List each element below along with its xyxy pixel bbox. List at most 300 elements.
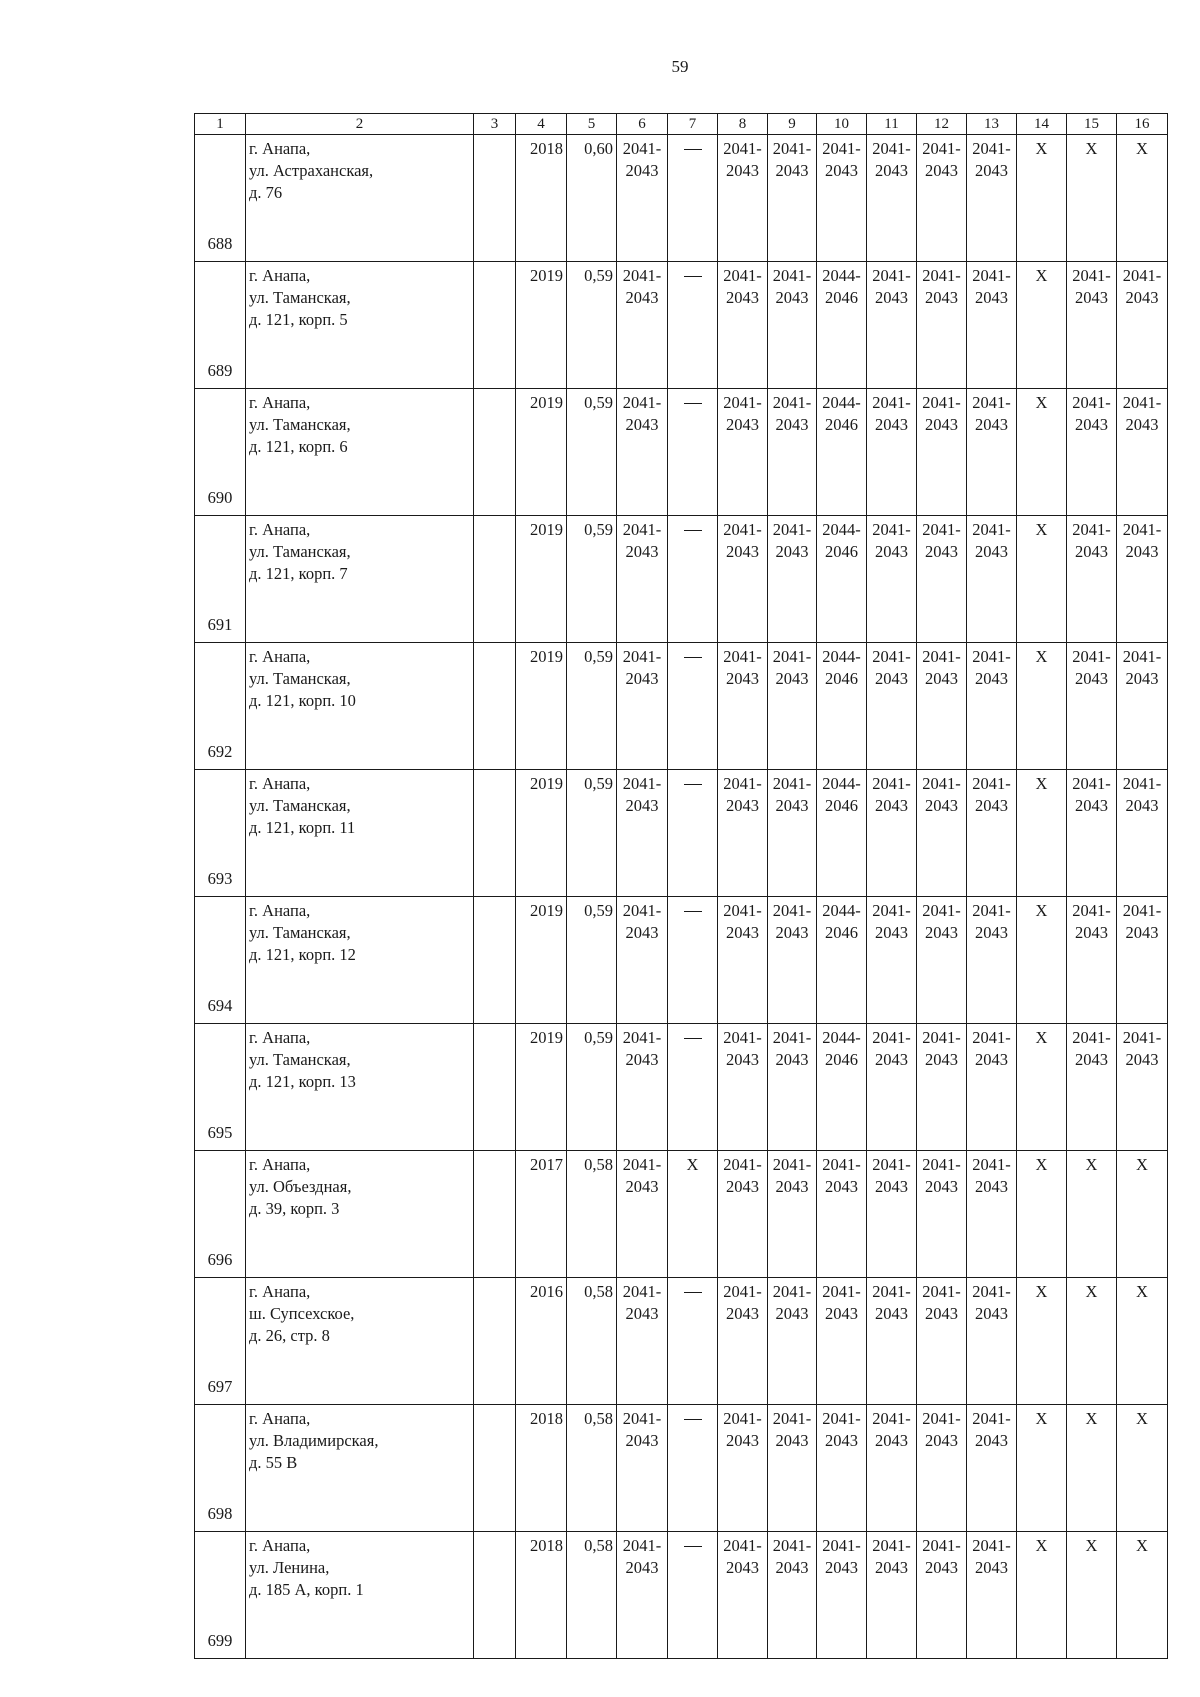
cell-line: 2041- [872,139,911,158]
table-row [195,1405,1168,1532]
cell-line: 2043 [975,288,1008,307]
cell-line: 2041- [972,901,1011,920]
period-cell-col-14 [1017,643,1067,770]
cell-line: 2041- [922,393,961,412]
cell-line: 2046 [825,796,858,815]
cell-line: 2041- [1072,1028,1111,1047]
dash-mark [684,1292,702,1293]
coefficient-cell: 0,59 [567,897,617,1024]
row-number-cell: 696 [195,1151,246,1278]
cell-line: 2043 [925,923,958,942]
cell-line: 2041- [972,1028,1011,1047]
cell-line: 2041- [772,139,812,158]
cell-line: 2043 [975,1177,1008,1196]
cell-line: 2043 [726,1177,759,1196]
cell-line: 2041- [1072,901,1111,920]
year-cell: 2018 [516,1405,567,1532]
cell-line: 2043 [825,1431,858,1450]
address-cell [246,262,474,389]
cell-line: 2041- [972,139,1011,158]
period-cell-col-9 [768,1532,817,1659]
cell-line: 2043 [875,1431,908,1450]
period-cell-col-11 [867,1405,917,1532]
col-3-cell [474,135,516,262]
cell-line: 2041- [723,647,762,666]
cell-line: 2043 [726,1304,759,1323]
cell-line: X [1035,393,1048,412]
cell-line: 2041- [1072,266,1111,285]
cell-line: X [1085,1155,1098,1174]
cell-line: 2043 [825,1304,858,1323]
year-cell: 2018 [516,1532,567,1659]
cell-line: 2043 [775,796,809,815]
period-cell-col-13 [967,135,1017,262]
coefficient-cell: 0,58 [567,1532,617,1659]
period-cell-col-12 [917,1278,967,1405]
period-cell-col-6 [617,1024,668,1151]
col-7-cell [668,135,718,262]
column-header: 16 [1117,114,1168,135]
cell-line: д. 39, корп. 3 [249,1199,340,1218]
cell-line: 2043 [1075,288,1108,307]
cell-line: 2043 [925,1558,958,1577]
dash-mark [684,911,702,912]
period-cell-col-11 [867,1024,917,1151]
cell-line: г. Анапа, [249,901,311,920]
period-cell-col-9 [768,1405,817,1532]
col-3-cell [474,770,516,897]
period-cell-col-9 [768,389,817,516]
cell-line: 2041- [872,520,911,539]
period-cell-col-6 [617,1151,668,1278]
cell-line: 2041- [872,647,911,666]
cell-line: 2041- [723,1536,762,1555]
dash-mark [684,1546,702,1547]
row-number-cell: 688 [195,135,246,262]
coefficient-cell: 0,58 [567,1278,617,1405]
row-number-cell: 699 [195,1532,246,1659]
address-cell [246,516,474,643]
cell-line: 2046 [825,669,858,688]
cell-line: 2043 [975,1431,1008,1450]
cell-line: 2041- [1122,266,1162,285]
cell-line: 2043 [925,1304,958,1323]
cell-line: ул. Объездная, [249,1177,352,1196]
cell-line: 2041- [1122,901,1162,920]
address-cell [246,1151,474,1278]
table-row [195,1532,1168,1659]
cell-line: 2044- [822,520,861,539]
period-cell-col-11 [867,262,917,389]
row-number-cell: 689 [195,262,246,389]
cell-line: д. 76 [249,183,283,202]
cell-line: 2041- [822,1155,861,1174]
cell-line: 2041- [972,1155,1011,1174]
cell-line: 2043 [875,923,908,942]
cell-line: г. Анапа, [249,647,311,666]
cell-line: 2043 [1125,923,1159,942]
cell-line: X [1136,1536,1148,1555]
cell-line: 2043 [825,1177,858,1196]
cell-line: 2043 [726,796,759,815]
year-cell: 2019 [516,643,567,770]
cell-line: 2043 [726,1558,759,1577]
cell-line: ул. Таманская, [249,1050,351,1069]
cell-line: X [1085,1536,1098,1555]
period-cell-col-14 [1017,897,1067,1024]
period-cell-col-8 [718,1405,768,1532]
cell-line: 2041- [772,266,812,285]
cell-line: 2043 [1125,415,1159,434]
address-cell [246,135,474,262]
cell-line: 2041- [772,1282,812,1301]
cell-line: г. Анапа, [249,1155,311,1174]
cell-line: 2041- [922,901,961,920]
period-cell-col-9 [768,897,817,1024]
cell-line: 2044- [822,647,861,666]
cell-line: 2041- [1122,393,1162,412]
column-header: 6 [617,114,668,135]
cell-line: д. 121, корп. 13 [249,1072,356,1091]
period-cell-col-12 [917,643,967,770]
cell-line: 2041- [822,1282,861,1301]
period-cell-col-13 [967,1024,1017,1151]
cell-line: г. Анапа, [249,1536,311,1555]
period-cell-col-9 [768,1278,817,1405]
cell-line: 2041- [922,1155,961,1174]
row-number-cell: 697 [195,1278,246,1405]
cell-line: 2043 [1125,542,1159,561]
table-row [195,897,1168,1024]
cell-line: 2043 [726,1431,759,1450]
cell-line: 2041- [972,393,1011,412]
column-header: 1 [195,114,246,135]
cell-line: 2041- [972,774,1011,793]
cell-line: 2043 [1125,796,1159,815]
cell-line: 2043 [726,923,759,942]
cell-line: 2043 [925,161,958,180]
cell-line: 2043 [1075,669,1108,688]
cell-line: г. Анапа, [249,1282,311,1301]
year-cell: 2019 [516,389,567,516]
period-cell-col-8 [718,389,768,516]
period-cell-col-13 [967,389,1017,516]
period-cell-col-13 [967,897,1017,1024]
cell-line: 2041- [622,393,662,412]
cell-line: г. Анапа, [249,520,311,539]
cell-line: 2043 [775,1431,809,1450]
cell-line: ул. Владимирская, [249,1431,379,1450]
cell-line: г. Анапа, [249,139,311,158]
cell-line: 2041- [822,1409,861,1428]
period-cell-col-10 [817,1532,867,1659]
cell-line: 2041- [622,1409,662,1428]
row-number-cell: 691 [195,516,246,643]
address-cell [246,1278,474,1405]
cell-line: 2041- [772,520,812,539]
dash-mark [684,784,702,785]
period-cell-col-16 [1117,1151,1168,1278]
period-cell-col-11 [867,1278,917,1405]
period-cell-col-8 [718,135,768,262]
coefficient-cell: 0,59 [567,1024,617,1151]
cell-line: 2041- [723,1028,762,1047]
cell-line: 2043 [975,1304,1008,1323]
col-7-cell [668,770,718,897]
column-header: 5 [567,114,617,135]
period-cell-col-6 [617,1532,668,1659]
cell-line: 2043 [625,542,659,561]
col-7-cell [668,1532,718,1659]
period-cell-col-10 [817,389,867,516]
period-cell-col-16 [1117,389,1168,516]
cell-line: X [1035,647,1048,666]
cell-line: X [1035,1155,1048,1174]
cell-line: 2043 [775,1304,809,1323]
year-cell: 2016 [516,1278,567,1405]
period-cell-col-8 [718,1532,768,1659]
col-7-cell [668,1405,718,1532]
cell-line: 2041- [723,266,762,285]
cell-line: ул. Таманская, [249,288,351,307]
col-7-cell [668,389,718,516]
row-number-cell: 693 [195,770,246,897]
cell-line: 2041- [872,1028,911,1047]
col-3-cell [474,897,516,1024]
year-cell: 2019 [516,516,567,643]
period-cell-col-10 [817,135,867,262]
cell-line: 2043 [775,161,809,180]
cell-line: 2043 [726,669,759,688]
cell-line: 2043 [726,542,759,561]
cell-line: X [1085,1282,1098,1301]
cell-line: д. 121, корп. 11 [249,818,356,837]
cell-line: 2043 [875,1304,908,1323]
period-cell-col-11 [867,770,917,897]
cell-line: д. 121, корп. 5 [249,310,348,329]
cell-line: 2041- [723,1282,762,1301]
cell-line: 2041- [772,901,812,920]
cell-line: 2041- [822,139,861,158]
period-cell-col-12 [917,1405,967,1532]
coefficient-cell: 0,59 [567,389,617,516]
cell-line: 2041- [622,1028,662,1047]
period-cell-col-16 [1117,643,1168,770]
cell-line: 2041- [723,1409,762,1428]
cell-line: X [1035,1028,1048,1047]
period-cell-col-6 [617,1405,668,1532]
period-cell-col-16 [1117,1405,1168,1532]
table-row [195,262,1168,389]
period-cell-col-15 [1067,516,1117,643]
period-cell-col-8 [718,516,768,643]
period-cell-col-11 [867,135,917,262]
period-cell-col-14 [1017,135,1067,262]
table-row [195,1278,1168,1405]
cell-line: ул. Таманская, [249,669,351,688]
cell-line: 2043 [726,415,759,434]
period-cell-col-11 [867,1532,917,1659]
period-cell-col-15 [1067,1278,1117,1405]
column-header: 13 [967,114,1017,135]
period-cell-col-15 [1067,897,1117,1024]
cell-line: 2046 [825,288,858,307]
cell-line: 2041- [622,774,662,793]
period-cell-col-16 [1117,897,1168,1024]
cell-line: 2046 [825,923,858,942]
period-cell-col-14 [1017,389,1067,516]
period-cell-col-14 [1017,262,1067,389]
period-cell-col-8 [718,897,768,1024]
cell-line: 2043 [875,542,908,561]
table-row [195,389,1168,516]
cell-line: 2041- [1072,774,1111,793]
period-cell-col-8 [718,262,768,389]
cell-line: 2043 [925,796,958,815]
col-7-cell: X [668,1151,718,1278]
cell-line: г. Анапа, [249,774,311,793]
col-3-cell [474,516,516,643]
row-number-cell: 690 [195,389,246,516]
period-cell-col-6 [617,643,668,770]
column-header: 2 [246,114,474,135]
cell-line: 2043 [726,161,759,180]
cell-line: 2046 [825,415,858,434]
cell-line: ш. Супсехское, [249,1304,355,1323]
cell-line: г. Анапа, [249,1409,311,1428]
cell-line: 2044- [822,393,861,412]
cell-line: 2043 [625,1304,659,1323]
cell-line: 2043 [625,1431,659,1450]
cell-line: 2043 [625,669,659,688]
cell-line: 2046 [825,1050,858,1069]
cell-line: X [1136,1409,1148,1428]
period-cell-col-8 [718,1151,768,1278]
col-7-cell [668,897,718,1024]
cell-line: 2043 [825,1558,858,1577]
cell-line: 2043 [975,161,1008,180]
cell-line: д. 26, стр. 8 [249,1326,330,1345]
cell-line: X [1085,1409,1098,1428]
cell-line: 2041- [872,1282,911,1301]
cell-line: ул. Астраханская, [249,161,374,180]
cell-line: 2043 [925,1177,958,1196]
cell-line: 2041- [922,1028,961,1047]
cell-line: 2043 [925,669,958,688]
cell-line: 2043 [775,1558,809,1577]
cell-line: 2041- [723,393,762,412]
dash-mark [684,1419,702,1420]
period-cell-col-10 [817,516,867,643]
cell-line: X [1085,139,1098,158]
row-number-cell: 694 [195,897,246,1024]
col-3-cell [474,1151,516,1278]
period-cell-col-9 [768,1024,817,1151]
period-cell-col-16 [1117,516,1168,643]
cell-line: ул. Таманская, [249,542,351,561]
col-3-cell [474,1024,516,1151]
cell-line: 2043 [875,415,908,434]
period-cell-col-12 [917,1024,967,1151]
cell-line: X [1035,139,1048,158]
year-cell: 2017 [516,1151,567,1278]
cell-line: 2041- [1122,774,1162,793]
cell-line: ул. Таманская, [249,923,351,942]
cell-line: 2043 [975,796,1008,815]
cell-line: 2041- [622,1155,662,1174]
cell-line: X [1035,901,1048,920]
address-cell [246,1024,474,1151]
coefficient-cell: 0,60 [567,135,617,262]
period-cell-col-9 [768,1151,817,1278]
cell-line: X [1035,774,1048,793]
period-cell-col-10 [817,897,867,1024]
column-header: 7 [668,114,718,135]
cell-line: 2043 [625,1558,659,1577]
cell-line: 2043 [925,288,958,307]
table-row [195,643,1168,770]
cell-line: 2043 [875,288,908,307]
cell-line: 2043 [925,1050,958,1069]
address-cell [246,897,474,1024]
row-number-cell: 692 [195,643,246,770]
dash-mark [684,403,702,404]
period-cell-col-8 [718,770,768,897]
cell-line: 2041- [972,266,1011,285]
period-cell-col-12 [917,897,967,1024]
cell-line: X [1136,139,1148,158]
cell-line: 2041- [772,1409,812,1428]
cell-line: 2043 [1075,796,1108,815]
cell-line: 2043 [925,1431,958,1450]
period-cell-col-13 [967,516,1017,643]
dash-mark [684,149,702,150]
period-cell-col-6 [617,389,668,516]
cell-line: 2041- [1072,647,1111,666]
period-cell-col-11 [867,1151,917,1278]
period-cell-col-10 [817,1405,867,1532]
period-cell-col-15 [1067,262,1117,389]
period-cell-col-16 [1117,135,1168,262]
period-cell-col-15 [1067,135,1117,262]
cell-line: 2041- [723,901,762,920]
cell-line: 2041- [972,647,1011,666]
cell-line: 2041- [772,647,812,666]
column-header: 3 [474,114,516,135]
period-cell-col-6 [617,516,668,643]
period-cell-col-11 [867,516,917,643]
address-cell [246,1532,474,1659]
coefficient-cell: 0,58 [567,1405,617,1532]
coefficient-cell: 0,59 [567,516,617,643]
cell-line: 2043 [775,923,809,942]
col-3-cell [474,643,516,770]
period-cell-col-12 [917,262,967,389]
cell-line: 2043 [975,1558,1008,1577]
cell-line: 2043 [925,415,958,434]
period-cell-col-16 [1117,1532,1168,1659]
cell-line: 2043 [625,1177,659,1196]
col-3-cell [474,262,516,389]
cell-line: 2043 [1075,923,1108,942]
address-cell [246,643,474,770]
cell-line: 2044- [822,774,861,793]
period-cell-col-13 [967,1405,1017,1532]
period-cell-col-6 [617,897,668,1024]
period-cell-col-15 [1067,1151,1117,1278]
cell-line: 2043 [925,542,958,561]
cell-line: 2041- [872,393,911,412]
